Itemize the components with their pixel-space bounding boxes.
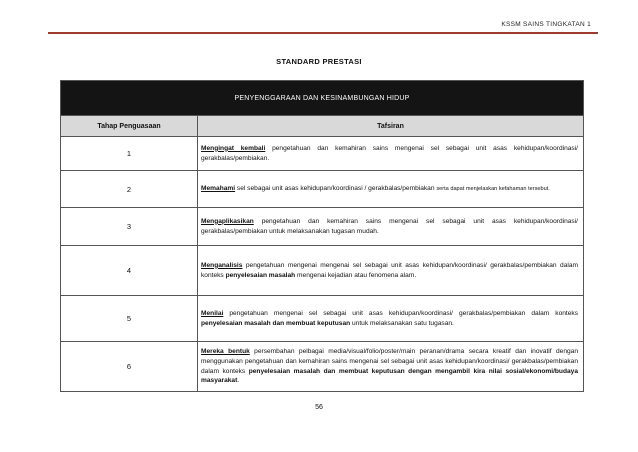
level-cell: 1 xyxy=(61,137,198,171)
table-row xyxy=(61,171,584,208)
description-text: untuk melaksanakan satu tugasan. xyxy=(350,319,454,327)
level-cell: 5 xyxy=(61,296,198,342)
column-header-description: Tafsiran xyxy=(198,116,584,137)
page-number: 56 xyxy=(315,404,323,411)
table-banner: PENYENGGARAAN DAN KESINAMBUNGAN HIDUP xyxy=(61,81,584,116)
description-text: pengetahuan dan kemahiran sains mengenai sel sebagai unit asas kehidupan/koordinasi/ gerakbalas/pembiakan. xyxy=(201,144,579,162)
description-cell xyxy=(198,137,584,171)
description-text: mengenai kejadian atau fenomena alam. xyxy=(295,271,417,279)
level-cell: 4 xyxy=(61,246,198,296)
emphasis-text: penyelesaian masalah xyxy=(225,271,296,279)
description-cell xyxy=(198,296,584,342)
header-rule xyxy=(48,32,598,34)
column-header-level: Tahap Penguasaan xyxy=(61,116,198,137)
emphasis-text: penyelesaian masalah dan membuat keputusan xyxy=(201,319,351,327)
running-header: KSSM SAINS TINGKATAN 1 xyxy=(501,21,591,28)
level-cell: 6 xyxy=(61,342,198,392)
description-text: pengetahuan dan kemahiran sains mengenai sel sebagai unit asas kehidupan/koordinasi/ gerakbalas/pembiakan untuk melaksanakan tugasan mudah. xyxy=(201,217,579,235)
keyword: Mengingat kembali xyxy=(201,144,266,152)
description-text: pengetahuan mengenai mengenai sel sebagai unit asas kehidupan/koordinasi/ gerakbalas/pembiakan dalam konteks xyxy=(201,261,579,279)
description-text-small: serta dapat menjelaskan kefahaman tersebut. xyxy=(436,185,550,192)
table-row xyxy=(61,296,584,342)
description-cell xyxy=(198,246,584,296)
table-row xyxy=(61,342,584,392)
table-row xyxy=(61,246,584,296)
keyword: Mereka bentuk xyxy=(201,347,250,355)
level-cell: 3 xyxy=(61,208,198,246)
description-text: sel sebagai unit asas kehidupan/koordinasi / gerakbalas/pembiakan xyxy=(235,184,437,192)
description-text: . xyxy=(237,377,240,385)
keyword: Menganalisis xyxy=(201,261,243,269)
description-cell xyxy=(198,342,584,392)
description-cell xyxy=(198,171,584,208)
table-row xyxy=(61,137,584,171)
document-title: STANDARD PRESTASI xyxy=(276,57,362,66)
keyword: Menilai xyxy=(201,309,224,317)
level-cell: 2 xyxy=(61,171,198,208)
keyword: Memahami xyxy=(201,184,236,192)
standard-prestasi-table xyxy=(60,80,584,392)
table-banner-row xyxy=(61,81,584,116)
keyword: Mengaplikasikan xyxy=(201,217,254,225)
table-row xyxy=(61,208,584,246)
description-text: persembahan pelbagai media/visual/folio/poster/main peranan/drama secara kreatif dan inovatif dengan menggunakan pengetahuan dan kemahiran sains mengenai sel sebagai unit asas kehidupan/koordinasi/ gerakbalas/pembiakan dalam konteks xyxy=(201,347,579,375)
emphasis-text: penyelesaian masalah dan membuat keputusan dengan mengambil kira nilai sosial/ekonomi/budaya masyarakat xyxy=(201,367,578,385)
description-text: pengetahuan mengenai sel sebagai unit asas kehidupan/koordinasi/ gerakbalas/pembiakan dalam konteks xyxy=(223,309,579,317)
description-cell xyxy=(198,208,584,246)
table-header-row xyxy=(61,116,584,137)
